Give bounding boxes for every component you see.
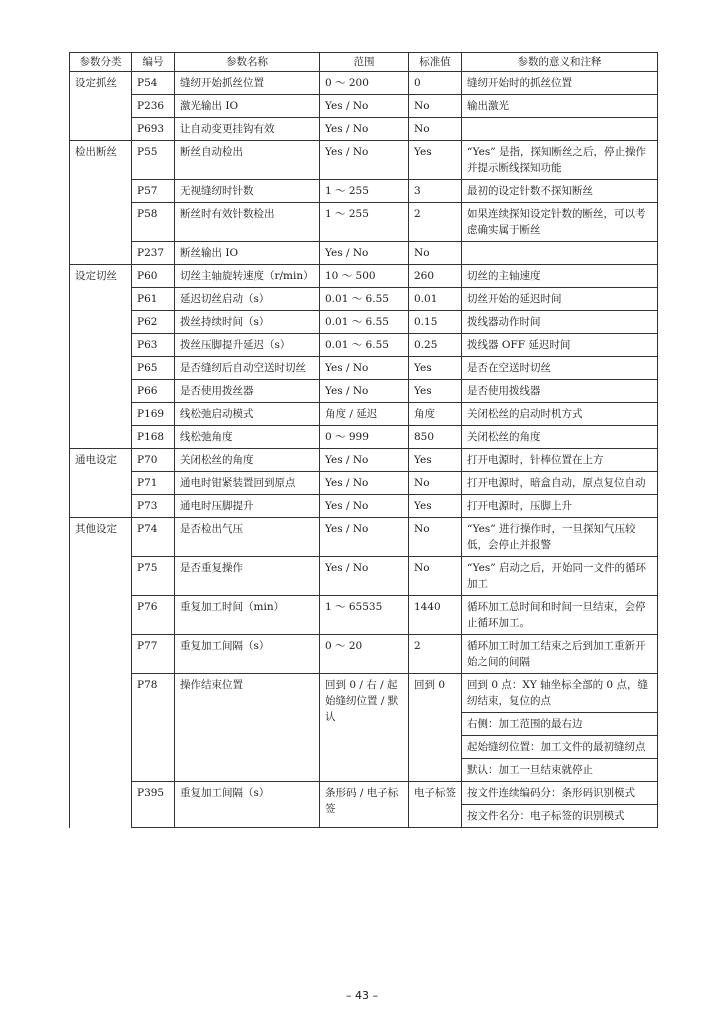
range-cell: Yes / No xyxy=(320,557,409,596)
default-cell: 2 xyxy=(409,635,462,674)
name-cell: 是否重复操作 xyxy=(175,557,320,596)
name-cell: 操作结束位置 xyxy=(175,674,320,782)
default-cell: 3 xyxy=(409,180,462,203)
default-cell: No xyxy=(409,242,462,265)
name-cell: 通电时压脚提升 xyxy=(175,495,320,518)
meaning-cell: 按文件连续编码分：条形码识别模式 xyxy=(462,782,658,805)
category-cell xyxy=(70,782,132,805)
category-cell xyxy=(70,311,132,334)
code-cell: P55 xyxy=(132,141,175,180)
name-cell: 断丝时有效针数检出 xyxy=(175,203,320,242)
name-cell: 线松弛角度 xyxy=(175,426,320,449)
category-cell xyxy=(70,805,132,828)
default-cell: No xyxy=(409,472,462,495)
category-cell xyxy=(70,596,132,635)
table-row xyxy=(70,118,658,141)
category-cell: 其他设定 xyxy=(70,518,132,557)
default-cell: Yes xyxy=(409,380,462,403)
meaning-cell: 最初的设定针数不探知断丝 xyxy=(462,180,658,203)
table-row xyxy=(70,141,658,180)
table-row xyxy=(70,288,658,311)
meaning-cell: 循环加工总时间和时间一旦结束，会停止循环加工。 xyxy=(462,596,658,635)
name-cell: 拨丝持续时间（s） xyxy=(175,311,320,334)
default-cell: 0.25 xyxy=(409,334,462,357)
default-cell: 260 xyxy=(409,265,462,288)
meaning-cell: “Yes” 启动之后，开始同一文件的循环加工 xyxy=(462,557,658,596)
table-row xyxy=(70,203,658,242)
meaning-cell: 按文件名分：电子标签的识别模式 xyxy=(462,805,658,828)
default-cell: No xyxy=(409,118,462,141)
meaning-cell: 如果连续探知设定针数的断丝，可以考虑确实属于断丝 xyxy=(462,203,658,242)
default-cell: 回到 0 xyxy=(409,674,462,782)
table-header-row xyxy=(70,53,658,72)
code-cell: P76 xyxy=(132,596,175,635)
meaning-cell: 切丝的主轴速度 xyxy=(462,265,658,288)
code-cell: P78 xyxy=(132,674,175,782)
category-cell xyxy=(70,357,132,380)
table-row xyxy=(70,495,658,518)
table-row xyxy=(70,380,658,403)
meaning-cell: 右侧：加工范围的最右边 xyxy=(462,713,658,736)
table-row xyxy=(70,518,658,557)
code-cell: P70 xyxy=(132,449,175,472)
category-cell xyxy=(70,674,132,713)
meaning-cell: 拨线器 OFF 延迟时间 xyxy=(462,334,658,357)
table-row xyxy=(70,426,658,449)
code-cell: P57 xyxy=(132,180,175,203)
code-cell: P168 xyxy=(132,426,175,449)
parameter-table xyxy=(69,52,658,828)
header-category: 参数分类 xyxy=(70,53,132,72)
code-cell: P62 xyxy=(132,311,175,334)
default-cell: 0.15 xyxy=(409,311,462,334)
default-cell: No xyxy=(409,518,462,557)
code-cell: P71 xyxy=(132,472,175,495)
range-cell: 回到 0 / 右 / 起始缝纫位置 / 默认 xyxy=(320,674,409,782)
meaning-cell: 切丝开始的延迟时间 xyxy=(462,288,658,311)
range-cell: 0.01 ～ 6.55 xyxy=(320,334,409,357)
default-cell: Yes xyxy=(409,495,462,518)
code-cell: P73 xyxy=(132,495,175,518)
default-cell: Yes xyxy=(409,141,462,180)
category-cell xyxy=(70,557,132,596)
code-cell: P237 xyxy=(132,242,175,265)
range-cell: 0.01 ～ 6.55 xyxy=(320,311,409,334)
range-cell: Yes / No xyxy=(320,449,409,472)
default-cell: 1440 xyxy=(409,596,462,635)
meaning-cell: “Yes” 是指，探知断丝之后，停止操作并提示断线探知功能 xyxy=(462,141,658,180)
table-row xyxy=(70,265,658,288)
category-cell xyxy=(70,95,132,118)
range-cell: 0 ～ 20 xyxy=(320,635,409,674)
code-cell: P236 xyxy=(132,95,175,118)
name-cell: 缝纫开始抓丝位置 xyxy=(175,72,320,95)
name-cell: 是否缝纫后自动空送时切丝 xyxy=(175,357,320,380)
code-cell: P74 xyxy=(132,518,175,557)
category-cell xyxy=(70,495,132,518)
default-cell: No xyxy=(409,557,462,596)
code-cell: P54 xyxy=(132,72,175,95)
code-cell: P66 xyxy=(132,380,175,403)
table-row xyxy=(70,403,658,426)
name-cell: 线松弛启动模式 xyxy=(175,403,320,426)
default-cell: 电子标签 xyxy=(409,782,462,828)
category-cell: 设定切丝 xyxy=(70,265,132,288)
code-cell: P75 xyxy=(132,557,175,596)
range-cell: 10 ～ 500 xyxy=(320,265,409,288)
meaning-cell: 默认：加工一旦结束就停止 xyxy=(462,759,658,782)
name-cell: 通电时钳紧装置回到原点 xyxy=(175,472,320,495)
table-row xyxy=(70,180,658,203)
code-cell: P58 xyxy=(132,203,175,242)
range-cell: 0.01 ～ 6.55 xyxy=(320,288,409,311)
page-number: – 43 – xyxy=(346,989,378,1002)
range-cell: Yes / No xyxy=(320,495,409,518)
range-cell: 1 ～ 255 xyxy=(320,203,409,242)
category-cell xyxy=(70,242,132,265)
meaning-cell xyxy=(462,242,658,265)
table-row xyxy=(70,472,658,495)
range-cell: 条形码 / 电子标签 xyxy=(320,782,409,828)
table-row xyxy=(70,635,658,674)
table-row xyxy=(70,782,658,805)
meaning-cell: 关闭松丝的角度 xyxy=(462,426,658,449)
category-cell xyxy=(70,403,132,426)
meaning-cell: 拨线器动作时间 xyxy=(462,311,658,334)
range-cell: 1 ～ 65535 xyxy=(320,596,409,635)
category-cell xyxy=(70,713,132,736)
category-cell: 设定抓丝 xyxy=(70,72,132,95)
header-default: 标准值 xyxy=(409,53,462,72)
table-row xyxy=(70,95,658,118)
name-cell: 无视缝纫时针数 xyxy=(175,180,320,203)
range-cell: Yes / No xyxy=(320,141,409,180)
header-name: 参数名称 xyxy=(175,53,320,72)
table-row xyxy=(70,334,658,357)
table-row xyxy=(70,357,658,380)
meaning-cell: “Yes” 进行操作时，一旦探知气压较低，会停止并报警 xyxy=(462,518,658,557)
table-row xyxy=(70,674,658,713)
table-row xyxy=(70,242,658,265)
meaning-cell xyxy=(462,118,658,141)
category-cell xyxy=(70,635,132,674)
range-cell: Yes / No xyxy=(320,380,409,403)
name-cell: 是否使用拨丝器 xyxy=(175,380,320,403)
meaning-cell: 缝纫开始时的抓丝位置 xyxy=(462,72,658,95)
meaning-cell: 是否使用拨线器 xyxy=(462,380,658,403)
name-cell: 断丝输出 IO xyxy=(175,242,320,265)
name-cell: 重复加工时间（min） xyxy=(175,596,320,635)
code-cell: P395 xyxy=(132,782,175,828)
default-cell: 角度 xyxy=(409,403,462,426)
range-cell: Yes / No xyxy=(320,95,409,118)
category-cell xyxy=(70,426,132,449)
name-cell: 让自动变更挂钩有效 xyxy=(175,118,320,141)
code-cell: P63 xyxy=(132,334,175,357)
name-cell: 断丝自动检出 xyxy=(175,141,320,180)
meaning-cell: 循环加工时加工结束之后到加工重新开始之间的间隔 xyxy=(462,635,658,674)
category-cell xyxy=(70,380,132,403)
range-cell: Yes / No xyxy=(320,242,409,265)
default-cell: 0.01 xyxy=(409,288,462,311)
category-cell: 检出断丝 xyxy=(70,141,132,180)
table-row xyxy=(70,311,658,334)
code-cell: P169 xyxy=(132,403,175,426)
meaning-cell: 打开电源时，压脚上升 xyxy=(462,495,658,518)
name-cell: 重复加工间隔（s） xyxy=(175,782,320,828)
code-cell: P65 xyxy=(132,357,175,380)
range-cell: 1 ～ 255 xyxy=(320,180,409,203)
name-cell: 延迟切丝启动（s） xyxy=(175,288,320,311)
name-cell: 重复加工间隔（s） xyxy=(175,635,320,674)
name-cell: 是否检出气压 xyxy=(175,518,320,557)
range-cell: 0 ～ 200 xyxy=(320,72,409,95)
code-cell: P60 xyxy=(132,265,175,288)
default-cell: No xyxy=(409,95,462,118)
header-code: 编号 xyxy=(132,53,175,72)
code-cell: P77 xyxy=(132,635,175,674)
default-cell: 2 xyxy=(409,203,462,242)
meaning-cell: 关闭松丝的启动时机方式 xyxy=(462,403,658,426)
range-cell: Yes / No xyxy=(320,357,409,380)
range-cell: Yes / No xyxy=(320,472,409,495)
category-cell xyxy=(70,736,132,759)
meaning-cell: 打开电源时，暗盒自动，原点复位自动 xyxy=(462,472,658,495)
default-cell: 0 xyxy=(409,72,462,95)
table-row xyxy=(70,449,658,472)
code-cell: P61 xyxy=(132,288,175,311)
default-cell: 850 xyxy=(409,426,462,449)
category-cell xyxy=(70,334,132,357)
table-row xyxy=(70,72,658,95)
category-cell xyxy=(70,472,132,495)
header-meaning: 参数的意义和注释 xyxy=(462,53,658,72)
category-cell xyxy=(70,203,132,242)
meaning-cell: 输出激光 xyxy=(462,95,658,118)
meaning-cell: 起始缝纫位置：加工文件的最初缝纫点 xyxy=(462,736,658,759)
category-cell: 通电设定 xyxy=(70,449,132,472)
default-cell: Yes xyxy=(409,357,462,380)
range-cell: 0 ～ 999 xyxy=(320,426,409,449)
range-cell: Yes / No xyxy=(320,518,409,557)
table-row xyxy=(70,596,658,635)
category-cell xyxy=(70,288,132,311)
name-cell: 关闭松丝的角度 xyxy=(175,449,320,472)
name-cell: 拨丝压脚提升延迟（s） xyxy=(175,334,320,357)
category-cell xyxy=(70,180,132,203)
name-cell: 激光输出 IO xyxy=(175,95,320,118)
meaning-cell: 是否在空送时切丝 xyxy=(462,357,658,380)
meaning-cell: 回到 0 点：XY 轴坐标全部的 0 点，缝纫结束，复位的点 xyxy=(462,674,658,713)
range-cell: Yes / No xyxy=(320,118,409,141)
category-cell xyxy=(70,118,132,141)
range-cell: 角度 / 延迟 xyxy=(320,403,409,426)
table-row xyxy=(70,557,658,596)
name-cell: 切丝主轴旋转速度（r/min） xyxy=(175,265,320,288)
header-range: 范围 xyxy=(320,53,409,72)
code-cell: P693 xyxy=(132,118,175,141)
category-cell xyxy=(70,759,132,782)
meaning-cell: 打开电源时，针棒位置在上方 xyxy=(462,449,658,472)
default-cell: Yes xyxy=(409,449,462,472)
